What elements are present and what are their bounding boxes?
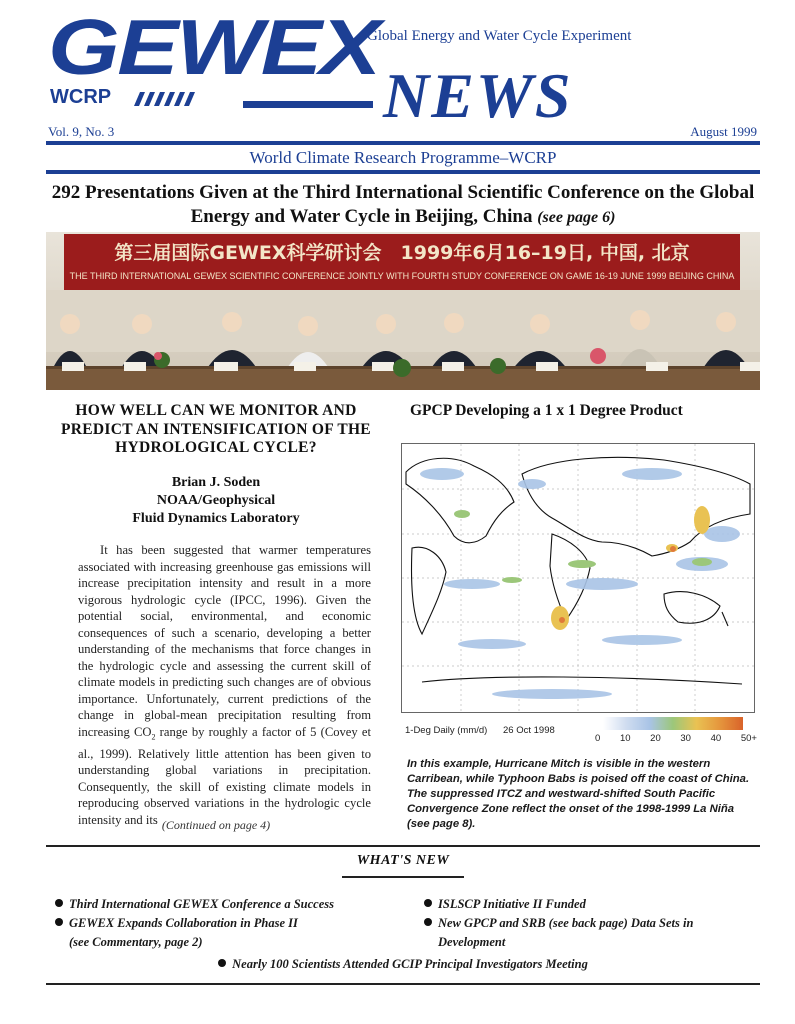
whats-new-rule — [46, 845, 760, 847]
lead-headline-ref: (see page 6) — [537, 209, 616, 226]
whats-new-item-text: Nearly 100 Scientists Attended GCIP Principal Investigators Meeting — [232, 957, 588, 971]
gpcp-title: GPCP Developing a 1 x 1 Degree Product — [410, 402, 683, 419]
masthead-rule — [46, 141, 760, 145]
article-title: HOW WELL CAN WE MONITOR AND PREDICT AN INTENSIFICATION OF THE HYDROLOGICAL CYCLE? — [61, 402, 371, 456]
volume-number: Vol. 9, No. 3 — [48, 124, 115, 139]
banner-english: THE THIRD INTERNATIONAL GEWEX SCIENTIFIC CONFERENCE JOINTLY WITH FOURTH STUDY CONFERENCE ON GAME 16-19 JUNE 1999 BEIJING CHINA — [69, 271, 735, 281]
whats-new-item-text: GEWEX Expands Collaboration in Phase II — [69, 916, 298, 930]
color-scale-ticks — [595, 733, 757, 744]
bullet-icon — [218, 959, 226, 967]
whats-new-item-continued: (see Commentary, page 2) — [69, 935, 203, 949]
scale-tick: 30 — [680, 733, 691, 744]
map-grid — [402, 444, 754, 712]
author-affiliation-2: Fluid Dynamics Laboratory — [132, 511, 300, 526]
whats-new-underline — [342, 876, 464, 878]
precipitation-map — [401, 443, 755, 713]
issue-date: August 1999 — [690, 124, 757, 139]
logo-stripes-icon — [128, 90, 238, 108]
program-line: World Climate Research Programme–WCRP — [249, 148, 557, 167]
article-body-part-2: range by roughly a factor of 5 (Covey et al., 1999). Relatively little attention has been given to understanding global variations in precipitation. Consequently, the skill of existing climate models in reproducing observed variations in the hydrologic cycle intensity and its — [78, 724, 371, 827]
continued-link[interactable]: (Continued on page 4) — [161, 818, 271, 832]
map-legend — [401, 712, 755, 752]
whats-new-item-text: New GPCP and SRB (see back page) Data Sets in — [438, 916, 694, 930]
scale-tick: 20 — [650, 733, 661, 744]
whats-new-item-text: Third International GEWEX Conference a Success — [69, 897, 334, 911]
logo-wordmark: GEWEX — [48, 3, 379, 91]
whats-new-item-continued: Development — [438, 935, 506, 949]
article-body — [78, 542, 371, 828]
whats-new-item[interactable] — [55, 895, 395, 914]
whats-new-item[interactable] — [424, 895, 754, 914]
scale-tick: 0 — [595, 733, 601, 744]
conference-photo — [46, 232, 760, 390]
article-body-part-1: It has been suggested that warmer temperatures associated with increasing greenhouse gas emissions will increase precipitation intensity and result in a more vigorous hydrologic cycle (IPCC, 1996). Given the potential social, environmental, and economic consequences of such a scenario, developing a better understanding of the mechanisms that force changes in the hydrologic cycle and assessing the current skill of climate models in predicting such changes are of obvious importance. Unfortunately, current predictions of the change in global-mean precipitation resulting from increasing CO — [78, 543, 371, 739]
map-date-label: 26 Oct 1998 — [503, 725, 555, 736]
author-affiliation-1: NOAA/Geophysical — [156, 493, 276, 508]
co2-subscript: 2 — [151, 732, 156, 742]
scale-tick: 40 — [710, 733, 722, 744]
whats-new-item[interactable] — [55, 914, 395, 933]
news-wordmark: NEWS — [383, 60, 573, 131]
masthead-tagline: Global Energy and Water Cycle Experiment — [367, 28, 632, 44]
color-scale-bar — [603, 717, 743, 730]
masthead-rule-lower — [46, 170, 760, 174]
lead-headline-text: 292 Presentations Given at the Third International Scientific Conference on the Global Energy and Water Cycle in Beijing, China — [51, 182, 755, 227]
scale-tick: 10 — [619, 733, 631, 744]
logo-wcrp: WCRP — [50, 86, 112, 108]
whats-new-title: WHAT'S NEW — [356, 853, 450, 868]
gewex-logo — [48, 3, 379, 110]
rain-blobs — [420, 468, 740, 699]
whats-new-item[interactable] — [46, 955, 760, 974]
whats-new-item-text: ISLSCP Initiative II Funded — [438, 897, 586, 911]
author-name: Brian J. Soden — [171, 475, 261, 490]
lead-headline — [46, 181, 760, 230]
map-units-label: 1-Deg Daily (mm/d) — [405, 725, 488, 736]
bullet-icon — [424, 918, 432, 926]
bullet-icon — [55, 899, 63, 907]
scale-tick: 50+ — [740, 733, 757, 744]
bottom-rule — [46, 983, 760, 985]
whats-new-item[interactable] — [424, 914, 760, 933]
logo-bar — [243, 101, 373, 108]
bullet-icon — [55, 918, 63, 926]
article-byline — [46, 474, 386, 528]
banner-chinese: 第三届国际GEWEX科学研讨会 1999年6月16–19日, 中国, 北京 — [114, 242, 690, 264]
bullet-icon — [424, 899, 432, 907]
map-caption: In this example, Hurricane Mitch is visible in the western Carribean, while Typhoon Babs is poised off the coast of China. The suppressed ITCZ and westward-shifted South Pacific Convergence Zone reflect the onset of the 1998-1999 La Niña (see page 8). — [407, 758, 750, 830]
